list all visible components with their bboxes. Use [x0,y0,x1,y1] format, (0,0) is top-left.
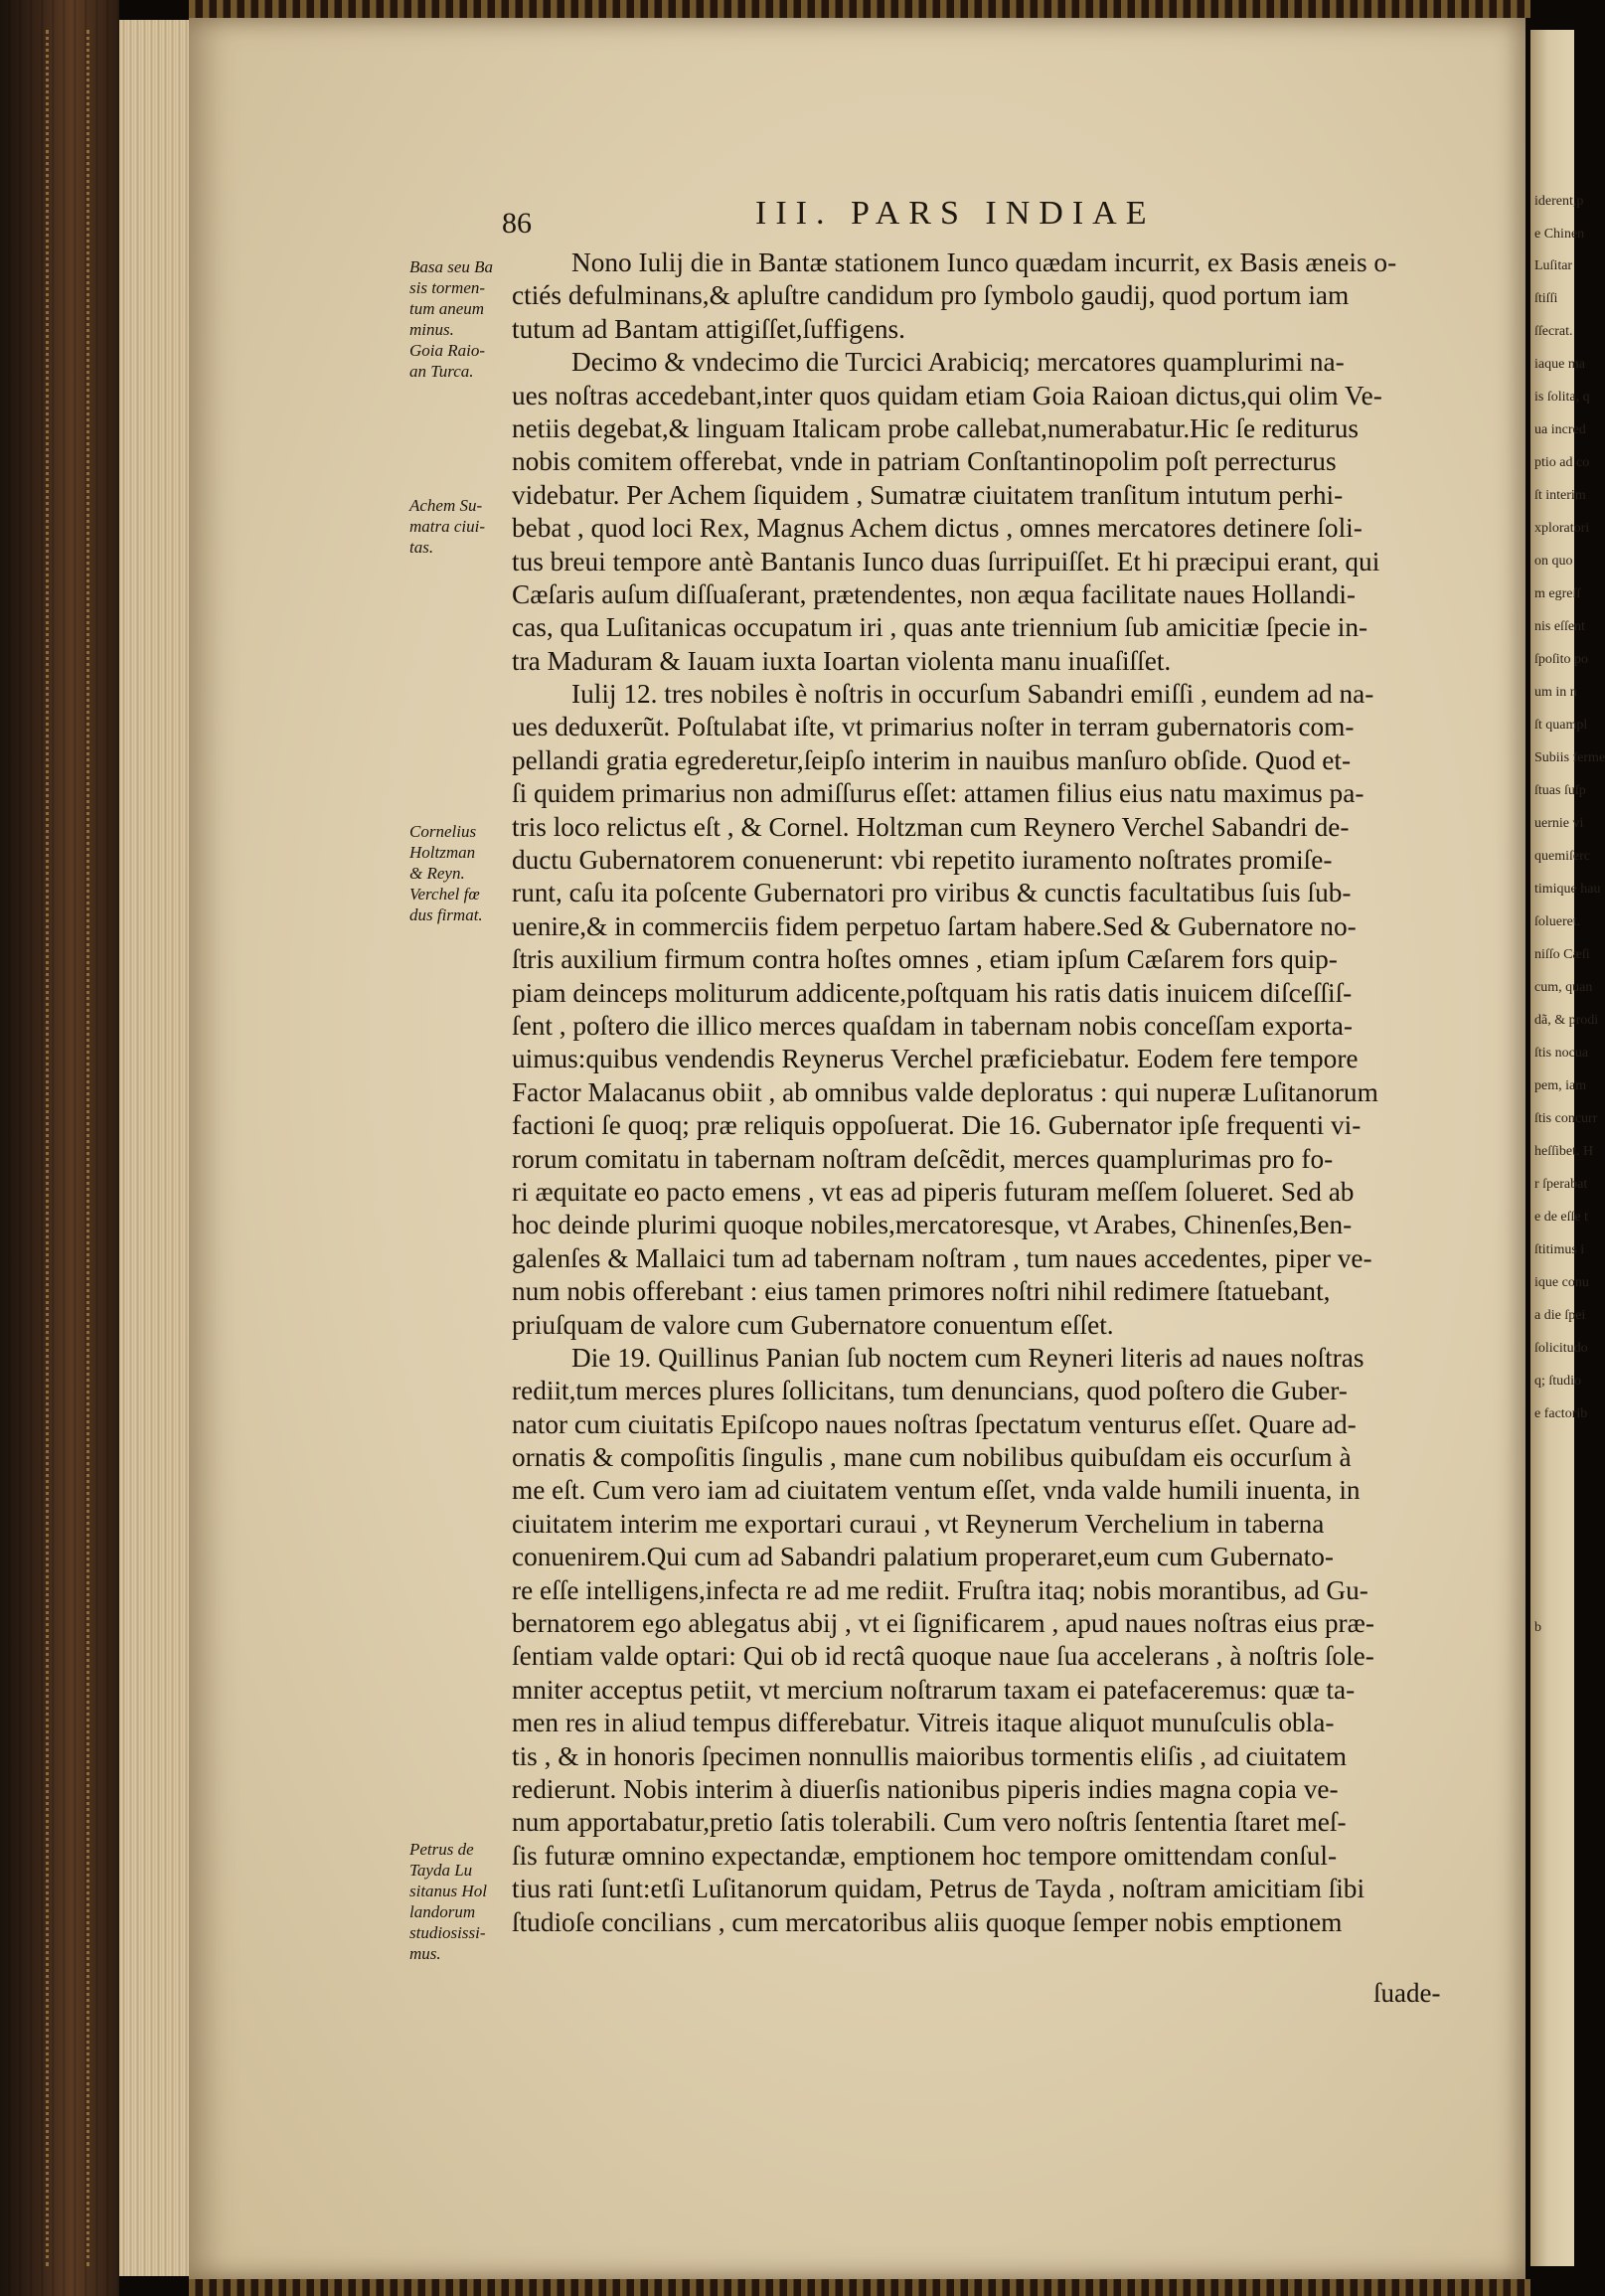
body-line: ſi quidem primarius non admiſſurus eſſet: attamen filius eius natu maximus pa- [512,778,1364,809]
facing-fragment: m egreſſ [1534,586,1581,601]
body-line: ſent , poſtero die illico merces quaſdam in tabernam nobis conceſſam exporta- [512,1010,1353,1041]
book-binding [0,0,119,2296]
facing-fragment: ſt quampl [1534,718,1588,733]
body-line: ſtudioſe concilians , cum mercatoribus aliis quoque ſemper nobis emptionem [512,1906,1343,1937]
margin-note-tayda: Petrus de Tayda Lu sitanus Hol landorum studiosissi- mus. [409,1840,487,1963]
body-line: uenire,& in commerciis fidem perpetuo ſartam habere.Sed & Gubernatore no- [512,910,1357,941]
facing-fragment: quemiſerc [1534,849,1590,864]
facing-fragment: nis eſſent [1534,619,1585,634]
facing-fragment: iaque ma [1534,357,1585,372]
body-line: Die 19. Quillinus Panian ſub noctem cum Reyneri literis ad naues noſtras [571,1342,1364,1373]
facing-fragment: ſt interim [1534,488,1586,503]
facing-fragment: ſtiſſi [1534,291,1558,306]
margin-note-basa: Basa seu Ba sis tormen- tum aneum minus. Goia Raio- an Turca. [409,257,494,381]
body-line: ues noſtras accedebant,inter quos quidam etiam Goia Raioan dictus,qui olim Ve- [512,380,1382,410]
body-line: ſtris auxilium firmum contra hoſtes omnes , etiam ipſum Cæſarem fors quip- [512,944,1338,975]
facing-fragment: ua incred [1534,422,1586,437]
facing-fragment: um in n [1534,685,1577,700]
body-line: Factor Malacanus obiit , ab omnibus valde deploratus : qui nuperæ Luſitanorum [512,1076,1378,1107]
body-line: bebat , quod loci Rex, Magnus Achem dictus , omnes mercatores detinere ſoli- [512,513,1363,544]
page-edges [119,20,189,2276]
body-line: ri æquitate eo pacto emens , vt eas ad piperis futuram meſſem ſolueret. Sed ab [512,1176,1355,1207]
body-line: tis , & in honoris ſpecimen nonnullis maioribus tormentis eliſis , ad ciuitatem [512,1740,1348,1771]
facing-fragment: e Chinen [1534,227,1585,242]
facing-fragment: e factorib [1534,1406,1588,1421]
body-line: runt, caſu ita poſcente Gubernatori pro viribus & cunctis facultatibus ſuis ſub- [512,878,1352,908]
top-page-edge [189,0,1530,18]
facing-fragment: cum, quan [1534,980,1593,995]
body-line: galenſes & Mallaici tum ad tabernam noſtram , tum naues accedentes, piper ve- [512,1242,1372,1273]
body-line: Cæſaris auſum diſſuaſerant, prætendentes, non æqua facilitate naues Hollandi- [512,578,1357,609]
facing-fragment: r ſperabat [1534,1177,1588,1192]
body-line: tius rati ſunt:etſi Luſitanorum quidam, Petrus de Tayda , noſtram amicitiam ſibi [512,1874,1365,1904]
facing-fragment: ſſecrat. [1534,324,1573,339]
margin-note-achem: Achem Su- matra ciui- tas. [409,496,486,557]
facing-fragment: is ſolita, q [1534,390,1590,405]
facing-fragment: heſſibet. H [1534,1144,1594,1159]
body-line: nobis comitem offerebat, vnde in patriam Conſtantinopolim poſt perrecturus [512,446,1337,477]
facing-fragment: ſpoſito po [1534,652,1589,667]
body-text [512,246,1451,1939]
facing-fragment: on quo [1534,554,1573,569]
body-line: ornatis & compoſitis ſingulis , mane cum nobilibus quibuſdam eis occurſum à [512,1442,1352,1473]
body-line: mniter acceptus petiit, vt mercium noſtrarum taxam ei patefaceremus: quæ ta- [512,1674,1356,1705]
body-line: ſentiam valde optari: Qui ob id rectâ quoque naue ſua accelerans , à noſtris ſole- [512,1641,1374,1672]
facing-fragment: timique hau [1534,882,1601,897]
body-line: ciuitatem interim me exportari curaui , vt Reynerum Verchelium in taberna [512,1508,1325,1539]
body-line: rorum comitatu in tabernam noſtram deſcẽdit, merces quamplurimas pro fo- [512,1143,1334,1174]
body-line: rediit,tum merces plures ſollicitans, tum denuncians, quod poſtero die Guber- [512,1376,1348,1406]
body-line: hoc deinde plurimi quoque nobiles,mercatoresque, vt Arabes, Chinenſes,Ben- [512,1210,1353,1240]
body-line: videbatur. Per Achem ſiquidem , Sumatræ ciuitatem tranſitum intutum perhi- [512,479,1344,510]
running-head: III. PARS INDIAE [755,195,1156,232]
body-line: num apportabatur,pretio ſatis tolerabili. Cum vero noſtris ſententia ſtaret meſ- [512,1807,1347,1838]
facing-fragment: uernie vi [1534,816,1584,831]
body-line: ues deduxerũt. Poſtulabat iſte, vt primarius noſter in terram gubernatoris com- [512,712,1355,742]
body-line: me eſt. Cum vero iam ad ciuitatem ventum eſſet, vnda valde humili inuenta, in [512,1475,1361,1506]
body-line: num nobis offerebant : eius tamen primores noſtri nihil redimere ſtatuebant, [512,1276,1331,1307]
facing-fragment: ique conu [1534,1275,1589,1290]
facing-fragment: b [1534,1620,1541,1635]
facing-page-edge [1530,30,1605,2266]
body-line: tris loco relictus eſt , & Cornel. Holtzman cum Reynero Verchel Sabandri de- [512,811,1350,842]
body-line: nator cum ciuitatis Epiſcopo naues noſtras ſpectatum venturus eſſet. Quare ad- [512,1408,1357,1439]
facing-fragment: niſſo Cæſi [1534,947,1590,962]
page-number: 86 [502,207,532,240]
bottom-page-edge [189,2279,1530,2296]
facing-fragment: Luſitar [1534,258,1573,273]
body-line: tra Maduram & Iauam iuxta Ioartan violenta manu inuaſiſſet. [512,645,1172,676]
facing-fragment: e de eſſe t [1534,1210,1589,1225]
facing-fragment: ſtis nocua [1534,1046,1589,1061]
facing-fragment: q; ſtudio [1534,1374,1582,1389]
facing-fragment: Subiis ferme [1534,750,1605,765]
body-line: piam deinceps moliturum addicente,poſtquam his ratis datis inuicem diſceſſiſ- [512,977,1353,1008]
facing-fragment: xploratori [1534,521,1590,536]
body-line: priuſquam de valore cum Gubernatore conuentum eſſet. [512,1309,1114,1340]
facing-fragment: ſolueret. [1534,914,1581,929]
facing-fragment: ſtis concurr [1534,1111,1598,1126]
body-line: ductu Gubernatorem conuenerunt: vbi repetito iuramento noſtrates promiſe- [512,845,1333,876]
facing-fragment: ptio ad co [1534,455,1590,470]
body-line: tus breui tempore antè Bantanis Iunco duas ſurripuiſſet. Et hi præcipui erant, qui [512,546,1380,576]
body-line: factioni ſe quoq; præ reliquis oppoſuerat. Die 16. Gubernator ipſe frequenti vi- [512,1110,1362,1141]
body-line: uimus:quibus vendendis Reynerus Verchel præficiebatur. Eodem fere tempore [512,1044,1359,1074]
facing-fragment: dã, & prodi [1534,1013,1599,1028]
body-line: redierunt. Nobis interim à diuerſis nationibus piperis indies magna copia ve- [512,1773,1339,1804]
body-line: bernatorem ego ablegatus abij , vt ei ſignificarem , apud naues noſtras eius præ- [512,1608,1374,1639]
facing-fragment: ſolicitudo [1534,1341,1588,1356]
facing-fragment: iderent,p [1534,194,1584,209]
body-line: cas, qua Luſitanicas occupatum iri , quas ante triennium ſub amicitiæ ſpecie in- [512,612,1368,643]
body-line: men res in aliud tempus differebatur. Vitreis itaque aliquot munuſculis obla- [512,1708,1335,1738]
facing-fragment: ſtitimus i [1534,1242,1585,1257]
body-line: conuenirem.Qui cum ad Sabandri palatium properaret,eum cum Gubernato- [512,1542,1334,1572]
body-line: tutum ad Bantam attigiſſet,ſuffigens. [512,313,905,344]
facing-fragment: pem, iam [1534,1078,1587,1093]
catchword: ſuade- [1373,1978,1441,2008]
body-line: pellandi gratia egrederetur,ſeipſo interim in nauibus manſuro obſide. Quod et- [512,744,1352,775]
margin-note-holtzman: Cornelius Holtzman & Reyn. Verchel fœ dus firmat. [409,822,483,924]
body-line: ſis futuræ omnino expectandæ, emptionem hoc tempore omittendam conſul- [512,1840,1338,1871]
facing-fragment: a die ſpei [1534,1308,1586,1323]
binding-gilt-border [46,30,89,2266]
body-line: re eſſe intelligens,infecta re ad me rediit. Fruſtra itaq; nobis morantibus, ad Gu- [512,1574,1368,1605]
body-line: Decimo & vndecimo die Turcici Arabiciq; mercatores quamplurimi na- [571,347,1345,378]
body-line: netiis degebat,& linguam Italicam probe callebat,numerabatur.Hic ſe rediturus [512,412,1359,443]
body-line: ctiés defulminans,& apluſtre candidum pro ſymbolo gaudij, quod portum iam [512,280,1350,311]
body-line: Nono Iulij die in Bantæ stationem Iunco quædam incurrit, ex Basis æneis o- [571,247,1397,277]
body-line: Iulij 12. tres nobiles è noſtris in occurſum Sabandri emiſſi , eundem ad na- [571,679,1374,710]
facing-fragment: ſtuas ſuſp [1534,783,1586,798]
